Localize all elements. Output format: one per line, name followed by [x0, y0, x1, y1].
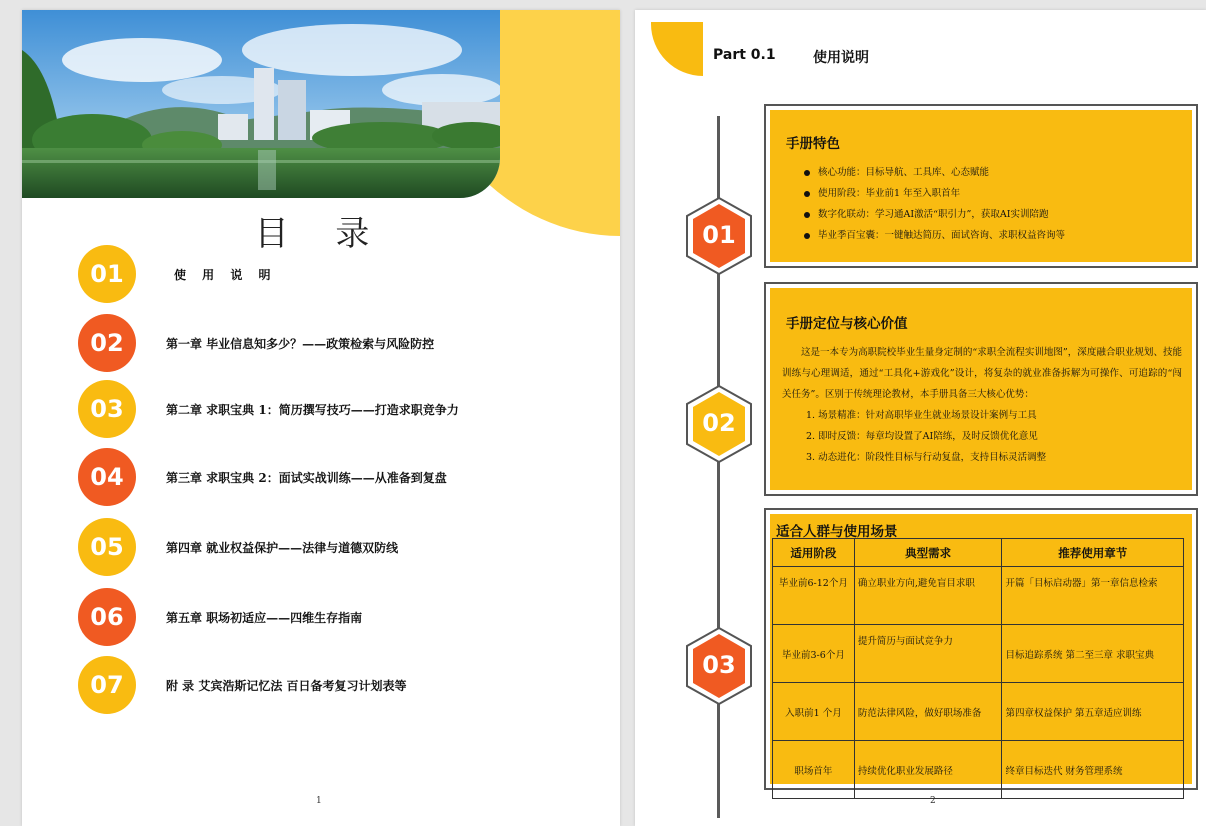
toc-number-badge: 03 — [78, 380, 136, 438]
toc-item-label: 使 用 说 明 — [174, 268, 277, 282]
hexagon-number: 03 — [702, 651, 736, 679]
toc-item-label: 第一章 毕业信息知多少？——政策检索与风险防控 — [166, 337, 435, 351]
toc-item-label: 第三章 求职宝典 2：面试实战训练——从准备到复盘 — [166, 471, 447, 485]
page-number: 1 — [316, 796, 322, 806]
table-cell: 入职前1 个月 — [773, 683, 855, 741]
list-item: 数字化联动：学习通AI激活“职引力”，获取AI实训陪跑 — [804, 204, 1065, 225]
list-item: 1. 场景精准：针对高职毕业生就业场景设计案例与工具 — [806, 410, 1037, 421]
hexagon-number: 01 — [702, 221, 736, 249]
page-2 — [635, 10, 1206, 826]
toc-item-05[interactable] — [78, 518, 598, 578]
toc-item-03[interactable] — [78, 380, 598, 440]
toc-number-badge: 02 — [78, 314, 136, 372]
table-cell: 防范法律风险，做好职场准备 — [854, 683, 1002, 741]
page-1 — [22, 10, 620, 826]
card-paragraph: 这是一本专为高职院校毕业生量身定制的“求职全流程实训地图”，深度融合职业规划、技能训练与心理调适，通过“工具化+游戏化”设计，将复杂的就业准备拆解为可操作、可追踪的“闯关任务”。区别于传统理论教材，本手册具备三大核心优势： — [782, 347, 1182, 400]
toc-title: 目 录 — [254, 214, 388, 254]
table-row — [773, 683, 1184, 741]
toc-item-label: 第五章 职场初适应——四维生存指南 — [166, 611, 363, 625]
feature-list — [804, 162, 1065, 246]
column-header: 推荐使用章节 — [1002, 539, 1184, 567]
table-cell: 目标追踪系统 第二至三章 求职宝典 — [1002, 625, 1184, 683]
toc-item-label: 附 录 艾宾浩斯记忆法 百日备考复习计划表等 — [166, 679, 407, 693]
hexagon-number: 02 — [702, 409, 736, 437]
toc-item-02[interactable] — [78, 314, 598, 374]
toc-item-label: 第四章 就业权益保护——法律与道德双防线 — [166, 541, 399, 555]
table-cell: 开篇「目标启动器」第一章信息检索 — [1002, 567, 1184, 625]
card-title: 手册特色 — [786, 136, 840, 152]
toc-item-04[interactable] — [78, 448, 598, 508]
list-item: 3. 动态进化：阶段性目标与行动复盘，支持目标灵活调整 — [806, 452, 1047, 463]
part-label: Part 0.1 — [713, 47, 776, 63]
table-row — [773, 567, 1184, 625]
column-header: 适用阶段 — [773, 539, 855, 567]
list-item: 使用阶段：毕业前1 年至入职首年 — [804, 183, 1065, 204]
toc-number-badge: 05 — [78, 518, 136, 576]
hexagon-badge-03 — [685, 626, 753, 706]
table-row — [773, 625, 1184, 683]
toc-number-badge: 04 — [78, 448, 136, 506]
hexagon-badge-01 — [685, 196, 753, 276]
table-row — [773, 741, 1184, 799]
table-cell: 毕业前6-12个月 — [773, 567, 855, 625]
decorative-yellow-shape — [651, 22, 703, 76]
card-title: 手册定位与核心价值 — [786, 316, 908, 332]
toc-number-badge: 06 — [78, 588, 136, 646]
toc-number-badge: 07 — [78, 656, 136, 714]
table-cell: 终章目标迭代 财务管理系统 — [1002, 741, 1184, 799]
column-header: 典型需求 — [854, 539, 1002, 567]
hexagon-badge-02 — [685, 384, 753, 464]
list-item: 毕业季百宝囊：一键触达简历、面试咨询、求职权益咨询等 — [804, 225, 1065, 246]
table-title: 适合人群与使用场景 — [776, 524, 898, 540]
toc-item-07[interactable] — [78, 656, 598, 716]
usage-table — [772, 538, 1184, 799]
list-item: 核心功能：目标导航、工具库、心态赋能 — [804, 162, 1065, 183]
toc-item-01[interactable] — [78, 245, 598, 305]
page-number: 2 — [930, 796, 936, 806]
card-positioning — [764, 282, 1198, 496]
toc-item-label: 第二章 求职宝典 1：简历撰写技巧——打造求职竞争力 — [166, 403, 459, 417]
table-cell: 持续优化职业发展路径 — [854, 741, 1002, 799]
list-item: 2. 即时反馈：每章均设置了AI陪练，及时反馈优化意见 — [806, 431, 1038, 442]
advantage-list — [806, 405, 1046, 468]
toc-number-badge: 01 — [78, 245, 136, 303]
table-cell: 第四章权益保护 第五章适应训练 — [1002, 683, 1184, 741]
card-audience — [764, 508, 1198, 790]
section-heading: 使用说明 — [813, 50, 869, 66]
table-header-row — [773, 539, 1184, 567]
table-cell: 毕业前3-6个月 — [773, 625, 855, 683]
table-cell: 确立职业方向,避免盲目求职 — [854, 567, 1002, 625]
campus-photo — [22, 10, 500, 198]
card-features — [764, 104, 1198, 268]
table-cell: 提升简历与面试竞争力 — [854, 625, 1002, 683]
table-cell: 职场首年 — [773, 741, 855, 799]
toc-item-06[interactable] — [78, 588, 598, 648]
